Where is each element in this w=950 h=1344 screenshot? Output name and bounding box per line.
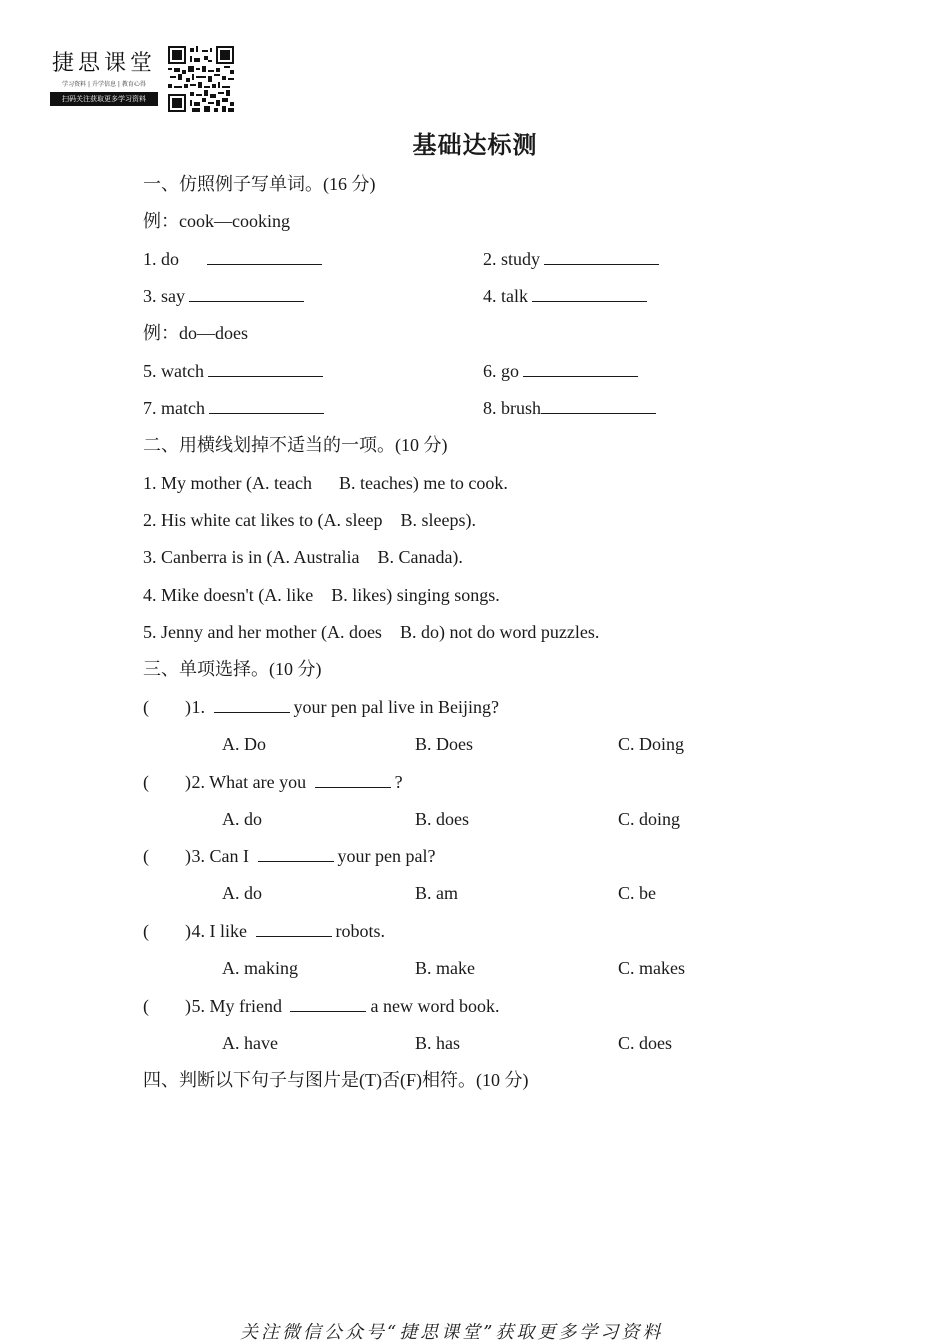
answer-blank[interactable] — [523, 362, 638, 377]
section3-heading: 三、单项选择。(10 分) — [143, 659, 322, 679]
s3-q2-option-c[interactable]: C. doing — [618, 809, 681, 829]
s1-item-7 — [143, 397, 324, 419]
s3-q4-option-c[interactable]: C. makes — [618, 958, 685, 978]
answer-paren[interactable]: ( ) — [143, 921, 191, 941]
s3-q5-post: a new word book. — [370, 996, 500, 1016]
s3-q2-pre: 2. What are you — [191, 772, 307, 792]
s3-q1-pre: 1. — [191, 697, 205, 717]
answer-blank[interactable] — [208, 362, 323, 377]
answer-paren[interactable]: ( ) — [143, 996, 191, 1016]
section1-example2: 例：do—does — [143, 323, 248, 343]
s2-item-2[interactable]: 2. His white cat likes to (A. sleep B. sleeps). — [143, 510, 476, 530]
s3-q4-post: robots. — [335, 921, 385, 941]
brand-name: 捷思课堂 — [51, 51, 156, 76]
s1-item-2-label: 2. study — [483, 249, 541, 269]
answer-blank[interactable] — [315, 773, 391, 788]
answer-blank[interactable] — [207, 250, 322, 265]
s1-item-1-label: 1. do — [143, 249, 179, 269]
s3-q5-option-a[interactable]: A. have — [222, 1033, 278, 1053]
answer-blank[interactable] — [290, 997, 366, 1012]
s1-item-3-label: 3. say — [143, 286, 185, 306]
s3-q1-option-b[interactable]: B. Does — [415, 734, 473, 754]
brand-bar-text: 扫码关注获取更多学习资料 — [50, 92, 158, 106]
s1-item-1 — [143, 248, 322, 270]
s1-item-8-label: 8. brush — [483, 398, 541, 418]
s3-question-5 — [143, 995, 499, 1017]
s1-item-3 — [143, 285, 304, 307]
s1-item-8 — [483, 397, 656, 419]
s3-q1-post: your pen pal live in Beijing? — [293, 697, 499, 717]
footer-note: 关注微信公众号“捷思课堂”获取更多学习资料 — [240, 1322, 664, 1343]
s2-item-1[interactable]: 1. My mother (A. teach B. teaches) me to cook. — [143, 473, 508, 493]
answer-blank[interactable] — [189, 287, 304, 302]
answer-blank[interactable] — [532, 287, 647, 302]
section2-heading: 二、用横线划掉不适当的一项。(10 分) — [143, 435, 448, 455]
answer-blank[interactable] — [214, 698, 290, 713]
answer-blank[interactable] — [256, 922, 332, 937]
answer-blank[interactable] — [544, 250, 659, 265]
answer-blank[interactable] — [541, 399, 656, 414]
brand-logo — [50, 46, 158, 112]
s3-q4-option-a[interactable]: A. making — [222, 958, 298, 978]
s1-item-4-label: 4. talk — [483, 286, 528, 306]
section1-example1: 例：cook—cooking — [143, 211, 290, 231]
brand-sub-1: 学习资料 — [62, 81, 87, 88]
s3-q3-post: your pen pal? — [337, 846, 436, 866]
s1-item-5-label: 5. watch — [143, 361, 204, 381]
s3-q1-option-a[interactable]: A. Do — [222, 734, 266, 754]
s3-q2-post: ? — [394, 772, 403, 792]
s3-q4-pre: 4. I like — [191, 921, 247, 941]
section1-heading: 一、仿照例子写单词。(16 分) — [143, 174, 376, 194]
s3-q1-option-c[interactable]: C. Doing — [618, 734, 685, 754]
s3-q3-option-a[interactable]: A. do — [222, 883, 262, 903]
s3-q5-pre: 5. My friend — [191, 996, 282, 1016]
s3-q5-option-c[interactable]: C. does — [618, 1033, 672, 1053]
s3-question-1 — [143, 696, 499, 718]
answer-paren[interactable]: ( ) — [143, 846, 191, 866]
s1-item-2 — [483, 248, 659, 270]
s2-item-5[interactable]: 5. Jenny and her mother (A. does B. do) not do word puzzles. — [143, 622, 600, 642]
section4-heading: 四、判断以下句子与图片是(T)否(F)相符。(10 分) — [143, 1070, 529, 1090]
s3-q2-option-b[interactable]: B. does — [415, 809, 469, 829]
s3-q3-option-b[interactable]: B. am — [415, 883, 458, 903]
answer-paren[interactable]: ( ) — [143, 772, 191, 792]
brand-subtitles: 学习资料 | 升学信息 | 教育心得 — [62, 81, 146, 88]
s1-item-5 — [143, 360, 323, 382]
answer-paren[interactable]: ( ) — [143, 697, 191, 717]
brand-sub-3: 教育心得 — [121, 81, 146, 88]
s3-question-3 — [143, 845, 435, 867]
s1-item-6 — [483, 360, 638, 382]
s3-question-2 — [143, 771, 403, 793]
s3-q3-option-c[interactable]: C. be — [618, 883, 656, 903]
s1-item-6-label: 6. go — [483, 361, 519, 381]
s3-q3-pre: 3. Can I — [191, 846, 249, 866]
answer-blank[interactable] — [209, 399, 324, 414]
page-title: 基础达标测 — [412, 130, 538, 159]
s3-q2-option-a[interactable]: A. do — [222, 809, 262, 829]
s3-question-4 — [143, 920, 385, 942]
s2-item-3[interactable]: 3. Canberra is in (A. Australia B. Canada). — [143, 547, 463, 567]
brand-sub-2: 升学信息 — [91, 81, 116, 88]
s2-item-4[interactable]: 4. Mike doesn't (A. like B. likes) singing songs. — [143, 585, 500, 605]
s3-q5-option-b[interactable]: B. has — [415, 1033, 460, 1053]
s3-q4-option-b[interactable]: B. make — [415, 958, 475, 978]
qr-code-icon — [168, 46, 234, 112]
answer-blank[interactable] — [258, 847, 334, 862]
s1-item-4 — [483, 285, 647, 307]
s1-item-7-label: 7. match — [143, 398, 205, 418]
